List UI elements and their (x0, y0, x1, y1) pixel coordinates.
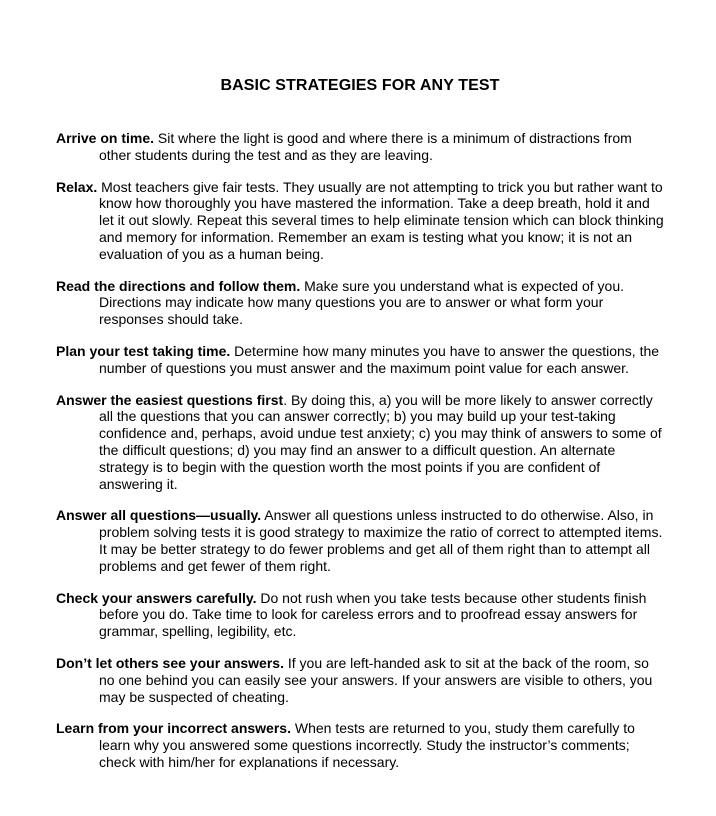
strategy-heading: Answer all questions—usually. (56, 507, 262, 524)
strategy-body: Make sure you understand what is expected of you. Directions may indicate how many questions you are to answer or what form your responses should take. (99, 277, 624, 328)
strategy-heading: Check your answers carefully. (56, 589, 257, 606)
strategy-relax (56, 179, 664, 263)
strategy-answer-all (56, 507, 664, 574)
strategy-body: Answer all questions unless instructed to do otherwise. Also, in problem solving tests it is good strategy to maximize the ratio of correct to attempted items. It may be better strategy to do fewer problems and get all of them right than to attempt all problems and get fewer of them right. (99, 507, 663, 574)
strategy-hide-answers (56, 655, 664, 705)
strategy-heading: Arrive on time. (56, 130, 155, 146)
strategy-heading: Read the directions and follow them. (56, 277, 301, 294)
strategy-arrive-on-time (56, 130, 664, 164)
strategy-heading: Plan your test taking time. (56, 342, 231, 359)
strategy-body: Sit where the light is good and where there is a minimum of distractions from other students during the test and as they are leaving. (99, 130, 632, 163)
strategy-body: Do not rush when you take tests because other students finish before you do. Take time to look for careless errors and to proofread essay answers for grammar, spelling, legibility, etc. (99, 589, 647, 640)
strategy-body: When tests are returned to you, study them carefully to learn why you answered some questions incorrectly. Study the instructor’s comments; check with him/her for explanations if necessary. (99, 720, 635, 770)
strategy-heading: Relax. (56, 178, 98, 195)
strategy-body: Determine how many minutes you have to answer the questions, the number of questions you must answer and the maximum point value for each answer. (99, 342, 660, 376)
strategy-body: If you are left-handed ask to sit at the back of the room, so no one behind you can easily see your answers. If your answers are visible to others, you may be suspected of cheating. (99, 654, 653, 705)
strategy-easiest-first (56, 392, 664, 493)
strategy-heading: Learn from your incorrect answers. (56, 720, 291, 737)
strategy-body: Most teachers give fair tests. They usually are not attempting to trick you but rather want to know how thoroughly you have mastered the information. Take a deep breath, hold it and let it out slowly. Repeat this several times to help eliminate tension which can block thinking and memory for information. Remember an exam is testing what you know; it is not an evaluation of you as a human being. (97, 178, 664, 262)
strategy-heading: Don’t let others see your answers. (56, 654, 284, 671)
strategy-check-answers (56, 590, 664, 640)
page-title: BASIC STRATEGIES FOR ANY TEST (220, 77, 500, 94)
strategy-heading: Answer the easiest questions first (56, 391, 284, 408)
strategy-learn-from-mistakes (56, 720, 664, 770)
strategy-plan-time (56, 343, 664, 377)
strategy-read-directions (56, 278, 664, 328)
strategy-body: . By doing this, a) you will be more likely to answer correctly all the questions that you can answer correctly; b) you may build up your test-taking confidence and, perhaps, avoid undue test anxiety; c) you may think of answers to some of the difficult questions; d) you may find an answer to a difficult question. An alternate strategy is to begin with the question worth the most points if you are confident of answering it. (99, 391, 662, 492)
